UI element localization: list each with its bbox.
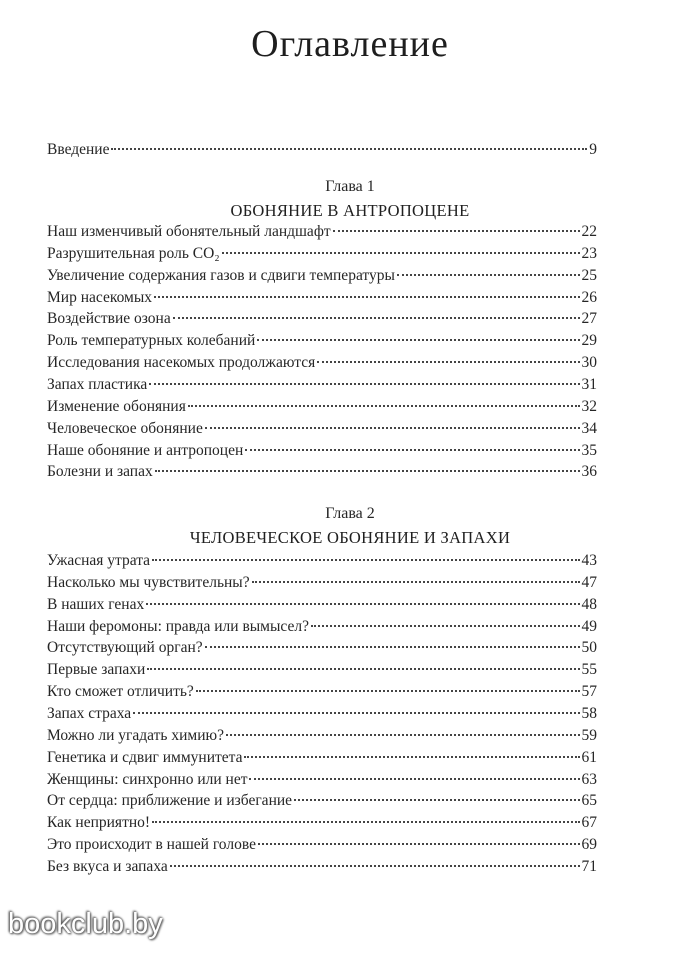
toc-entry-page: 43 — [581, 552, 597, 569]
toc-entry-page: 49 — [581, 617, 597, 635]
toc-entry-page: 65 — [581, 792, 597, 810]
toc-entry[interactable] — [47, 463, 597, 485]
dot-leader — [147, 668, 579, 670]
toc-entry-page: 34 — [581, 419, 597, 437]
toc-entry-label: Кто сможет отличить? — [47, 683, 194, 701]
toc-entry-page: 67 — [581, 814, 597, 832]
toc-entry[interactable] — [47, 705, 597, 727]
dot-leader — [154, 296, 580, 298]
dot-leader — [317, 361, 579, 363]
toc-entry-label: Болезни и запах — [47, 463, 153, 481]
toc-entry-page: 48 — [581, 595, 597, 613]
toc-entry[interactable] — [47, 332, 597, 354]
toc-entry-page: 23 — [581, 244, 597, 262]
toc-entry[interactable] — [47, 354, 597, 376]
dot-leader — [152, 559, 579, 561]
toc-entry-label: Первые запахи — [47, 661, 146, 679]
toc-entry-page: 59 — [581, 726, 597, 744]
toc-entry-page: 55 — [581, 661, 597, 679]
dot-leader — [152, 821, 579, 823]
chapter-1-title: ОБОНЯНИЕ В АНТРОПОЦЕНЕ — [230, 201, 470, 220]
dot-leader — [111, 148, 587, 150]
toc-entry-page: 27 — [581, 310, 597, 328]
dot-leader — [188, 405, 580, 407]
toc-entry-page: 31 — [581, 375, 597, 393]
toc-entry[interactable] — [47, 596, 597, 618]
dot-leader — [252, 581, 580, 583]
toc-entry-label: От сердца: приближение и избегание — [47, 792, 293, 810]
toc-entry-label: Запах страха — [47, 704, 132, 722]
chapter-2-title: ЧЕЛОВЕЧЕСКОЕ ОБОНЯНИЕ И ЗАПАХИ — [189, 528, 511, 547]
toc-entry-label: Разрушительная роль CO₂ — [47, 244, 220, 262]
dot-leader — [222, 252, 580, 254]
toc-entry-page: 35 — [581, 441, 597, 459]
chapter-2-number: Глава 2 — [325, 505, 375, 522]
dot-leader — [258, 843, 580, 845]
toc-entry-label: В наших генах — [47, 595, 145, 613]
toc-entry-label: Исследования насекомых продолжаются — [47, 354, 316, 372]
toc-entry-page: 71 — [581, 857, 597, 875]
toc-entry[interactable] — [47, 552, 597, 574]
watermark-text: bookclub.by — [8, 908, 163, 940]
toc-entry-page: 69 — [581, 836, 597, 854]
dot-leader — [397, 274, 580, 276]
toc-entry[interactable] — [47, 442, 597, 464]
toc-entry-page: 57 — [581, 683, 597, 701]
page-title: Оглавление — [251, 23, 449, 65]
toc-entry-label: Наш изменчивый обонятельный ландшафт — [47, 223, 331, 240]
toc-entry-label: Человеческое обоняние — [47, 419, 203, 437]
toc-entry-page: 22 — [581, 223, 597, 240]
toc-entry[interactable] — [47, 727, 597, 749]
toc-entry[interactable] — [47, 376, 597, 398]
toc-entry[interactable] — [47, 858, 597, 880]
toc-entry[interactable] — [47, 398, 597, 420]
toc-entry-label: Женщины: синхронно или нет — [47, 770, 248, 788]
toc-entry[interactable] — [47, 749, 597, 771]
toc-entry-label: Насколько мы чувствительны? — [47, 573, 250, 591]
toc-entry[interactable] — [47, 792, 597, 814]
toc-entry[interactable] — [47, 771, 597, 793]
toc-entry-page: 58 — [581, 704, 597, 722]
dot-leader — [196, 690, 580, 692]
dot-leader — [133, 712, 579, 714]
toc-entry[interactable] — [47, 574, 597, 596]
toc-entry[interactable] — [47, 267, 597, 289]
dot-leader — [205, 427, 580, 429]
toc-entry-label: Ужасная утрата — [47, 552, 151, 569]
toc-entry-label: Можно ли угадать химию? — [47, 726, 224, 744]
toc-entry[interactable] — [47, 639, 597, 661]
toc-entry-intro[interactable] — [47, 141, 597, 163]
dot-leader — [333, 230, 580, 232]
toc-entry[interactable] — [47, 814, 597, 836]
dot-leader — [173, 317, 580, 319]
toc-entry-page: 29 — [581, 332, 597, 350]
toc-entry-page: 26 — [581, 288, 597, 306]
toc-entry-label: Воздействие озона — [47, 310, 171, 328]
toc-entry-label: Как неприятно! — [47, 814, 151, 832]
toc-entry-page: 36 — [581, 463, 597, 481]
toc-entry-label: Наши феромоны: правда или вымысел? — [47, 617, 309, 635]
toc-entry-page: 61 — [581, 748, 597, 766]
dot-leader — [226, 734, 580, 736]
toc-entry-label: Отсутствующий орган? — [47, 639, 203, 657]
chapter-1-number: Глава 1 — [325, 178, 375, 195]
toc-entry[interactable] — [47, 661, 597, 683]
toc-entry[interactable] — [47, 289, 597, 311]
toc-entry[interactable] — [47, 420, 597, 442]
dot-leader — [294, 799, 579, 801]
toc-entry-label: Запах пластика — [47, 375, 148, 393]
toc-entry-page: 50 — [581, 639, 597, 657]
toc-entry[interactable] — [47, 683, 597, 705]
toc-entry-page: 63 — [581, 770, 597, 788]
toc-entry-page: 30 — [581, 354, 597, 372]
toc-entry-label: Наше обоняние и антропоцен — [47, 441, 244, 459]
dot-leader — [249, 778, 579, 780]
toc-entry-page: 47 — [581, 573, 597, 591]
toc-entry-label: Мир насекомых — [47, 288, 152, 306]
dot-leader — [149, 383, 579, 385]
toc-entry-label: Введение — [47, 141, 110, 158]
dot-leader — [311, 625, 580, 627]
toc-entry[interactable] — [47, 223, 597, 245]
toc-entry-label: Это происходит в нашей голове — [47, 836, 256, 854]
toc-entry-label: Увеличение содержания газов и сдвиги температуры — [47, 266, 395, 284]
dot-leader — [245, 449, 579, 451]
toc-entry[interactable] — [47, 310, 597, 332]
dot-leader — [155, 470, 580, 472]
toc-entry-label: Роль температурных колебаний — [47, 332, 256, 350]
dot-leader — [257, 339, 579, 341]
toc-entry-label: Изменение обоняния — [47, 397, 186, 415]
toc-entry[interactable] — [47, 245, 597, 267]
toc-entry-label: Генетика и сдвиг иммунитета — [47, 748, 243, 766]
toc-entry-page: 25 — [581, 266, 597, 284]
dot-leader — [146, 603, 579, 605]
toc-entry-label: Без вкуса и запаха — [47, 857, 168, 875]
toc-entry[interactable] — [47, 618, 597, 640]
dot-leader — [205, 646, 580, 648]
toc-entry-page: 32 — [581, 397, 597, 415]
toc-entry-page: 9 — [589, 141, 597, 158]
toc-entry[interactable] — [47, 836, 597, 858]
dot-leader — [244, 756, 579, 758]
dot-leader — [170, 865, 580, 867]
